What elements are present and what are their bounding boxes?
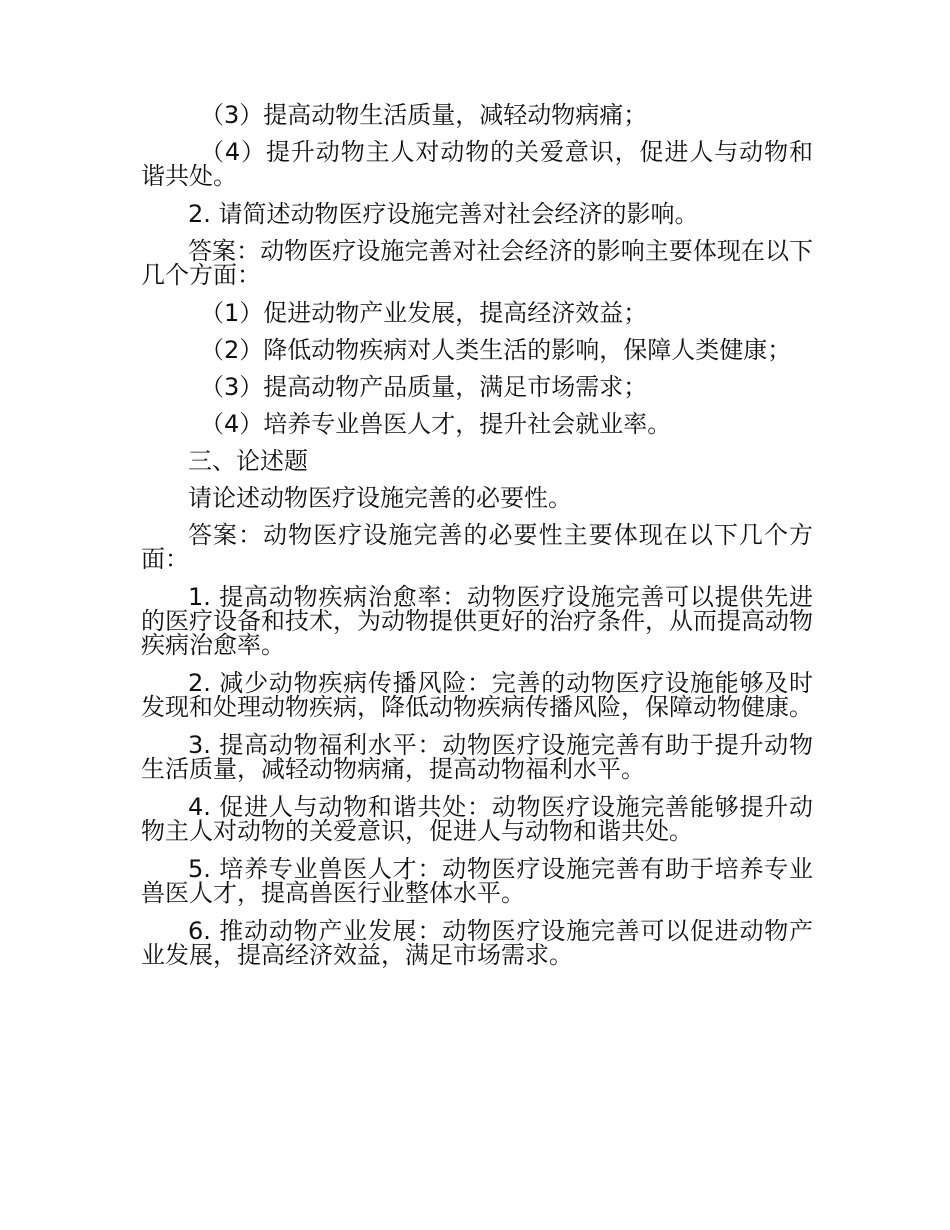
section-heading: 三、论述题: [188, 447, 308, 475]
essay-point-4: 4. 促进人与动物和谐共处：动物医疗设施完善能够提升动物主人对动物的关爱意识，促进人与动物和谐共处。: [141, 793, 813, 845]
economic-item-4: （4）培养专业兽医人才，提升社会就业率。: [200, 410, 672, 438]
essay-point-6: 6. 推动动物产业发展：动物医疗设施完善可以促进动物产业发展，提高经济效益，满足市场需求。: [141, 917, 813, 969]
economic-item-2: （2）降低动物疾病对人类生活的影响，保障人类健康；: [200, 336, 792, 364]
economic-item-3: （3）提高动物产品质量，满足市场需求；: [200, 373, 648, 401]
essay-question: 请论述动物医疗设施完善的必要性。: [188, 484, 572, 512]
question-2: 2. 请简述动物医疗设施完善对社会经济的影响。: [188, 200, 699, 228]
essay-point-3: 3. 提高动物福利水平：动物医疗设施完善有助于提升动物生活质量，减轻动物病痛，提高动物福利水平。: [141, 731, 813, 783]
essay-point-2: 2. 减少动物疾病传播风险：完善的动物医疗设施能够及时发现和处理动物疾病，降低动物疾病传播风险，保障动物健康。: [141, 669, 813, 721]
essay-point-5: 5. 培养专业兽医人才：动物医疗设施完善有助于培养专业兽医人才，提高兽医行业整体水平。: [141, 855, 813, 907]
document-page: [141, 103, 813, 981]
essay-answer-intro: 答案：动物医疗设施完善的必要性主要体现在以下几个方面：: [141, 521, 813, 573]
answer-intro-2: 答案：动物医疗设施完善对社会经济的影响主要体现在以下几个方面：: [141, 237, 813, 289]
essay-point-1: 1. 提高动物疾病治愈率：动物医疗设施完善可以提供先进的医疗设备和技术，为动物提供更好的治疗条件，从而提高动物疾病治愈率。: [141, 583, 813, 659]
answer-item-3: （3）提高动物生活质量，减轻动物病痛；: [200, 101, 648, 129]
economic-item-1: （1）促进动物产业发展，提高经济效益；: [200, 299, 648, 327]
answer-item-4: （4）提升动物主人对动物的关爱意识，促进人与动物和谐共处。: [141, 138, 813, 190]
